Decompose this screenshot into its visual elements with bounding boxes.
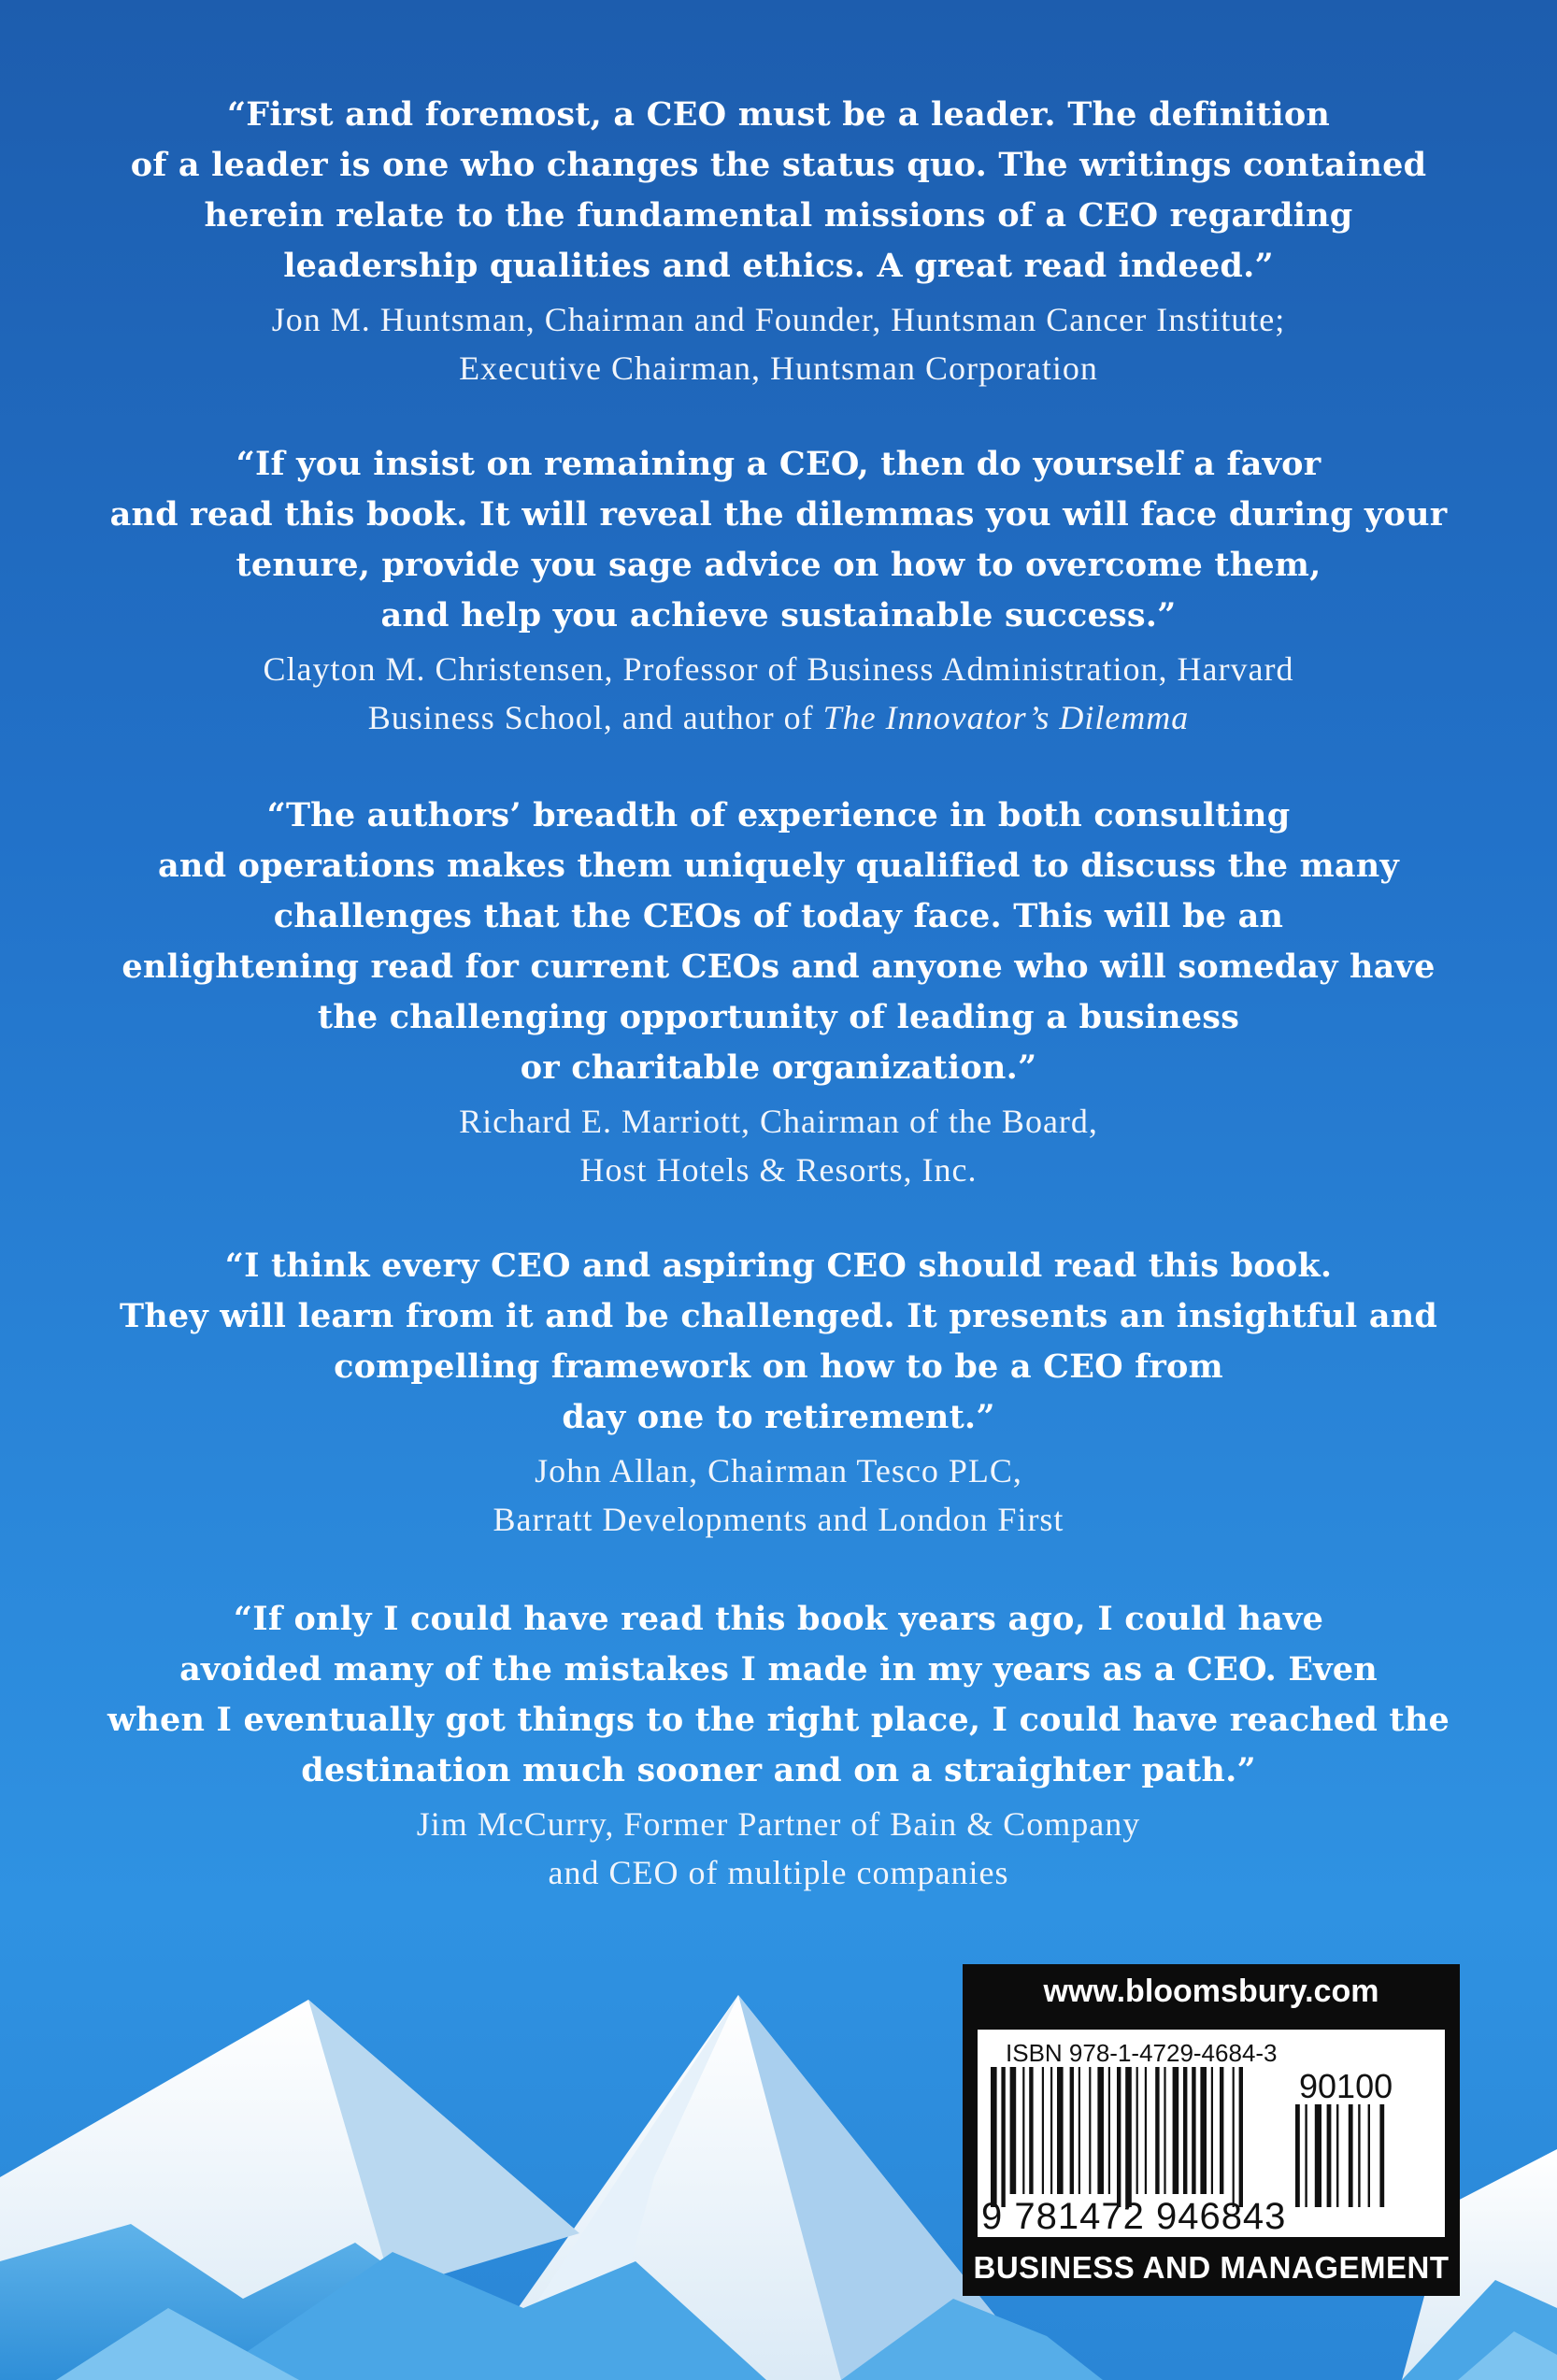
- endorsement-quote: “If you insist on remaining a CEO, then do yourself a favor and read this book. It will reveal the dilemmas you will face during your tenure, provide you sage advice on how to overcome them, and help you achieve sustainable success.”: [109, 445, 1448, 634]
- price-code: 90100: [1299, 2067, 1393, 2105]
- barcode-digits: 9 781472 946843: [981, 2196, 1287, 2237]
- endorsement-attribution: Jon M. Huntsman, Chairman and Founder, Huntsman Cancer Institute; Executive Chairman, Huntsman Corporation: [271, 301, 1286, 387]
- endorsement-attribution: Richard E. Marriott, Chairman of the Board, Host Hotels & Resorts, Inc.: [459, 1103, 1098, 1189]
- endorsement-attribution: Jim McCurry, Former Partner of Bain & Company and CEO of multiple companies: [416, 1805, 1141, 1891]
- endorsement-quote: “The authors’ breadth of experience in both consulting and operations makes them uniquely qualified to discuss the many challenges that the CEOs of today face. This will be an enlightening read for current CEOs and anyone who will someday have the challenging opportunity of leading a business or charitable organization.”: [121, 796, 1436, 1087]
- category-label: BUSINESS AND MANAGEMENT: [973, 2250, 1450, 2285]
- endorsement-5: [37, 1594, 1520, 1897]
- endorsement-attribution: John Allan, Chairman Tesco PLC, Barratt Developments and London First: [493, 1452, 1064, 1538]
- barcode-panel: [963, 1964, 1460, 2296]
- endorsement-2: [37, 439, 1520, 742]
- endorsement-1: [37, 90, 1520, 392]
- endorsement-quote: “I think every CEO and aspiring CEO should read this book. They will learn from it and be challenged. It presents an insightful and compelling framework on how to be a CEO from day one to retirement.”: [119, 1247, 1438, 1436]
- endorsement-attribution: Clayton M. Christensen, Professor of Business Administration, Harvard Business School, and author of The Innovator’s Dilemma: [263, 650, 1294, 736]
- endorsement-quote: “First and foremost, a CEO must be a leader. The definition of a leader is one who changes the status quo. The writings contained herein relate to the fundamental missions of a CEO regarding leadership qualities and ethics. A great read indeed.”: [130, 95, 1427, 285]
- isbn-text: ISBN 978-1-4729-4684-3: [1006, 2039, 1278, 2067]
- publisher-url: www.bloomsbury.com: [1043, 1974, 1379, 2009]
- endorsement-3: [37, 791, 1520, 1194]
- book-title: The Innovator’s Dilemma: [822, 699, 1190, 736]
- endorsement-4: [37, 1241, 1520, 1544]
- endorsement-quote: “If only I could have read this book years ago, I could have avoided many of the mistakes I made in my years as a CEO. Even when I eventually got things to the right place, I could have reached the destination much sooner and on a straighter path.”: [107, 1600, 1450, 1789]
